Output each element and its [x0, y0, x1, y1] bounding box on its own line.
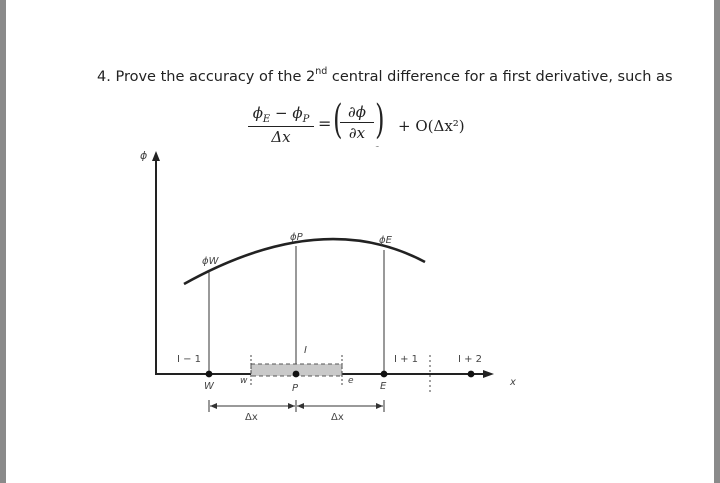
- grid-diagram: [132, 147, 532, 432]
- left-border: [0, 0, 6, 483]
- problem-text-before: Prove the accuracy of the 2: [115, 68, 316, 85]
- index-mid-label: I: [304, 345, 307, 356]
- node-p-dot: [293, 371, 300, 378]
- eq-numerator: $\phi_E - \phi_P$: [252, 104, 310, 125]
- deriv-numerator: ∂ϕ: [348, 103, 366, 121]
- node-e-label: E: [380, 381, 387, 392]
- equals-sign: =: [318, 114, 332, 133]
- fraction-bar: [248, 126, 314, 127]
- index-far-label: I + 2: [458, 354, 483, 365]
- order-term: + O(Δx²): [398, 117, 465, 135]
- problem-superscript: nd: [315, 66, 328, 77]
- problem-statement: [97, 67, 673, 85]
- index-right-label: I + 1: [394, 354, 419, 365]
- node-far-dot: [468, 371, 475, 378]
- index-left-label: I − 1: [177, 354, 202, 365]
- eq-denominator: Δx: [271, 128, 291, 146]
- face-e-label: e: [348, 376, 354, 386]
- dx-right-label: Δx: [331, 412, 344, 423]
- right-paren: ): [375, 97, 385, 143]
- node-w-dot: [206, 371, 213, 378]
- phi-e-label: ϕE: [379, 235, 392, 246]
- dx-left-label: Δx: [245, 412, 258, 423]
- problem-number: 4.: [97, 68, 111, 85]
- node-w-label: W: [204, 381, 214, 392]
- y-axis-label: ϕ: [140, 149, 148, 162]
- phi-w-label: ϕW: [202, 256, 219, 267]
- node-p-label: P: [292, 383, 299, 394]
- deriv-denominator: ∂x: [348, 124, 366, 142]
- left-paren: (: [333, 97, 343, 143]
- phi-p-label: ϕP: [290, 232, 303, 243]
- figure-background: [132, 147, 532, 432]
- right-border: [714, 0, 720, 483]
- node-e-dot: [381, 371, 388, 378]
- deriv-bar: [340, 122, 374, 123]
- partial-derivative: [340, 103, 374, 142]
- face-w-label: w: [240, 376, 248, 386]
- x-axis-label: x: [510, 377, 516, 388]
- problem-text-after: central difference for a first derivative, such as: [327, 68, 673, 85]
- difference-quotient: [248, 104, 314, 146]
